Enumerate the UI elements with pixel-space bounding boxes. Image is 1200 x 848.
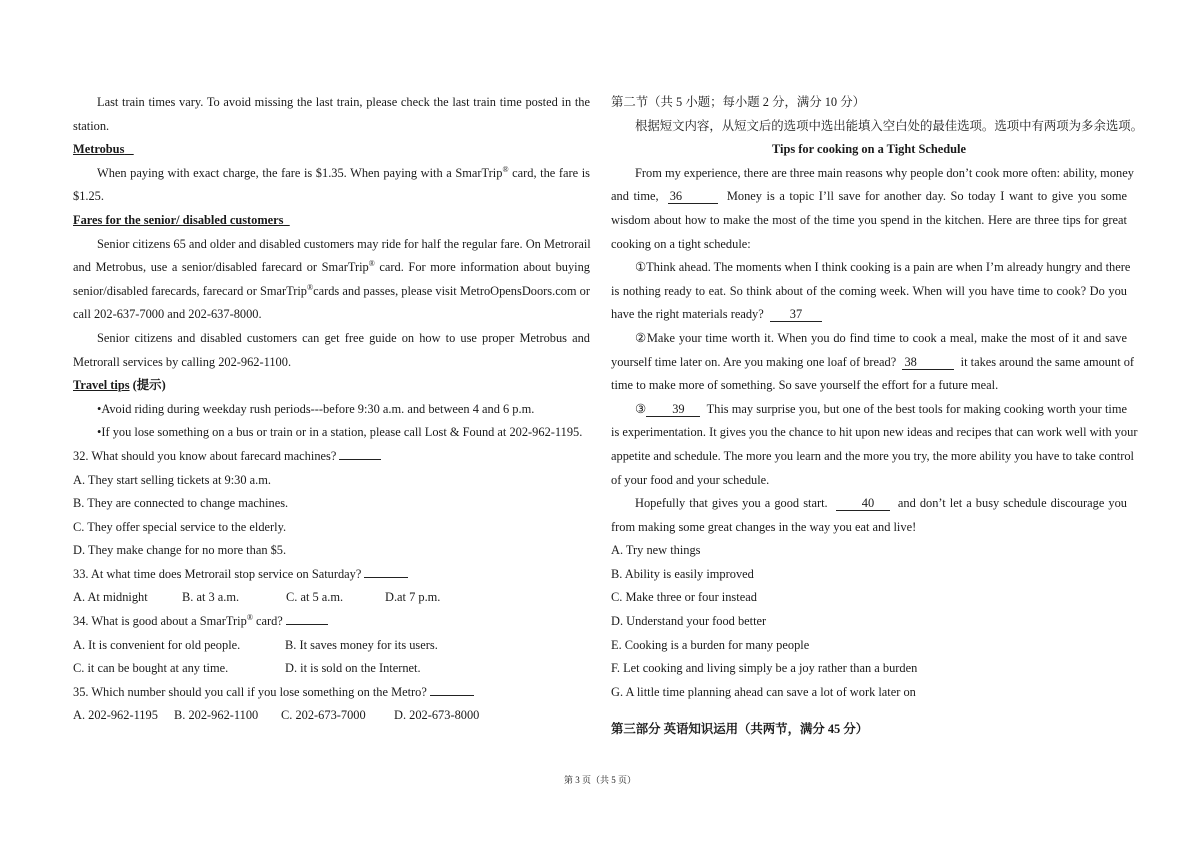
option-text: D. They make change for no more than $5. <box>73 543 287 558</box>
paragraph-line <box>73 233 590 257</box>
text: Tips for cooking on a Tight Schedule <box>772 142 966 157</box>
option-text: A. They start selling tickets at 9:30 a.m. <box>73 472 271 487</box>
text: Metrorall services by calling 202-962-1100. <box>73 354 292 369</box>
article-title <box>611 138 1127 162</box>
text: appetite and schedule. The more you learn and the more you try, the more ability you have to take control <box>611 448 1134 463</box>
option-text: B. They are connected to change machines. <box>73 496 289 511</box>
answer-blank-39: 39 <box>646 402 700 417</box>
text: ②Make your time worth it. When you do find time to cook a meal, make the most of it and save <box>635 330 1127 345</box>
choice-option <box>611 539 1127 563</box>
paragraph-line <box>611 162 1134 186</box>
text: is nothing ready to eat. So think about of the coming week. When will you have time to cook? Do you <box>611 283 1127 298</box>
text: When paying with exact charge, the fare is $1.35. When paying with a SmarTrip <box>97 165 503 180</box>
paragraph-line <box>73 256 590 280</box>
metrobus-heading <box>73 138 590 162</box>
question-text: 35. Which number should you call if you lose something on the Metro? <box>73 684 427 699</box>
paragraph-line <box>73 327 590 351</box>
text: 第三部分 英语知识运用（共两节，满分 45 分） <box>611 722 869 737</box>
option-row <box>73 634 590 658</box>
option <box>73 469 590 493</box>
option-text: B. It saves money for its users. <box>285 637 438 652</box>
question-text: 33. At what time does Metrorail stop service on Saturday? <box>73 566 362 581</box>
text: of your food and your schedule. <box>611 472 770 487</box>
text: it takes around the same amount of <box>960 354 1135 369</box>
option-text: B. 202-962-1100 <box>174 708 259 723</box>
part-three-title <box>611 718 1127 742</box>
heading-text: Metrobus <box>73 142 125 157</box>
paragraph-line <box>611 421 1138 445</box>
option-text: B. Ability is easily improved <box>611 566 754 581</box>
option <box>73 516 590 540</box>
text: Hopefully that gives you a good start. <box>635 496 828 511</box>
option-text: B. at 3 a.m. <box>182 590 240 605</box>
option-text: C. 202-673-7000 <box>281 708 366 723</box>
paragraph-line <box>611 209 1127 233</box>
choice-option <box>611 681 1127 705</box>
question-34 <box>73 610 590 634</box>
option-text: A. Try new things <box>611 543 701 558</box>
paragraph-line <box>611 492 1127 516</box>
heading-text: Fares for the senior/ disabled customers <box>73 212 284 227</box>
text: card, the fare is <box>508 165 590 180</box>
paragraph-line <box>73 185 590 209</box>
text: yourself time later on. Are you making one loaf of bread? <box>611 354 897 369</box>
option <box>73 492 590 516</box>
text: cooking on a tight schedule: <box>611 236 751 251</box>
paragraph-line <box>611 256 1131 280</box>
option-row <box>73 704 590 728</box>
left-column <box>73 91 590 728</box>
paragraph-line <box>611 469 1127 493</box>
paragraph-line <box>73 303 590 327</box>
page-number: 第 3 页（共 5 页） <box>563 775 636 785</box>
text: $1.25. <box>73 189 104 204</box>
text: Last train times vary. To avoid missing the last train, please check the last train time posted in the <box>97 95 590 109</box>
text: time to make more of something. So save yourself the effort for a future meal. <box>611 378 999 393</box>
text: ①Think ahead. The moments when I think cooking is a pain are when I’m already hungry and there <box>635 260 1131 275</box>
answer-blank-37: 37 <box>770 307 822 322</box>
text: senior/disabled farecards, farecard or SmarTrip <box>73 283 308 298</box>
text: from making some great changes in the way you eat and live! <box>611 519 917 534</box>
question-33 <box>73 563 590 587</box>
section-title <box>611 91 1127 115</box>
option-text: C. Make three or four instead <box>611 590 757 605</box>
page-footer <box>0 773 1200 786</box>
text: and Metrobus, use a senior/disabled farecard or SmarTrip <box>73 260 369 275</box>
text: is experimentation. It gives you the chance to hit upon new ideas and recipes that can work well with your <box>611 425 1138 440</box>
option-text: G. A little time planning ahead can save a lot of work later on <box>611 684 916 699</box>
fares-heading <box>73 209 590 233</box>
paragraph-line <box>73 280 590 304</box>
question-35 <box>73 681 590 705</box>
option-text: C. at 5 a.m. <box>286 590 344 605</box>
travel-tips-heading <box>73 374 590 398</box>
question-32 <box>73 445 590 469</box>
answer-blank-36: 36 <box>668 189 718 204</box>
answer-blank <box>339 459 381 460</box>
choice-option <box>611 610 1127 634</box>
question-text: 34. What is good about a SmarTrip <box>73 614 247 629</box>
instruction <box>611 115 1144 139</box>
text: 第二节（共 5 小题；每小题 2 分，满分 10 分） <box>611 95 866 109</box>
paragraph-line <box>73 115 590 139</box>
option-text: D. it is sold on the Internet. <box>285 661 421 676</box>
option-text: E. Cooking is a burden for many people <box>611 637 810 652</box>
heading-note: (提示) <box>129 378 166 393</box>
choice-option <box>611 563 1127 587</box>
option-text: D. 202-673-8000 <box>394 708 480 723</box>
text: 根据短文内容，从短文后的选项中选出能填入空白处的最佳选项。选项中有两项为多余选项。 <box>635 118 1144 133</box>
text: card. For more information about buying <box>374 260 590 275</box>
registered-mark: ® <box>246 612 253 622</box>
option-text: C. it can be bought at any time. <box>73 661 229 676</box>
text: wisdom about how to make the most of the time you spend in the kitchen. Here are three tips for great <box>611 212 1127 227</box>
text: station. <box>73 118 110 133</box>
question-text: 32. What should you know about farecard machines? <box>73 448 337 463</box>
right-column <box>611 91 1144 742</box>
paragraph-line <box>611 327 1127 351</box>
text: •If you lose something on a bus or train or in a station, please call Lost & Found at 202-962-1195. <box>97 425 583 440</box>
text: From my experience, there are three main reasons why people don’t cook more often: ability, money <box>635 165 1134 180</box>
text: Senior citizens and disabled customers can get free guide on how to use proper Metrobus and <box>97 330 590 345</box>
answer-blank-38: 38 <box>902 355 954 370</box>
option <box>73 539 590 563</box>
text: •Avoid riding during weekday rush periods---before 9:30 a.m. and between 4 and 6 p.m. <box>97 401 535 416</box>
option-text: A. 202-962-1195 <box>73 708 158 723</box>
choice-option <box>611 657 1127 681</box>
paragraph-line <box>73 91 590 115</box>
paragraph-line <box>611 233 1127 257</box>
paragraph-line <box>611 374 1127 398</box>
registered-mark: ® <box>307 282 314 292</box>
choice-option <box>611 586 1127 610</box>
question-text: card? <box>252 614 283 629</box>
paragraph-line <box>611 303 1127 327</box>
option-text: D. Understand your food better <box>611 614 767 629</box>
answer-blank-40: 40 <box>836 496 890 511</box>
registered-mark: ® <box>368 259 375 269</box>
option-text: A. It is convenient for old people. <box>73 637 241 652</box>
tip-item <box>73 398 590 422</box>
paragraph-line <box>611 185 1127 209</box>
paragraph-line <box>611 516 1127 540</box>
answer-blank <box>364 577 408 578</box>
tip-item <box>73 421 590 445</box>
text: and time, <box>611 189 659 204</box>
answer-blank <box>430 695 474 696</box>
option-text: A. At midnight <box>73 590 148 605</box>
paragraph-line <box>73 351 590 375</box>
text: cards and passes, please visit MetroOpensDoors.com or <box>313 283 590 298</box>
text: and don’t let a busy schedule discourage you <box>897 496 1128 511</box>
option-text: F. Let cooking and living simply be a joy rather than a burden <box>611 661 918 676</box>
text: ③ <box>635 401 647 416</box>
paragraph-line <box>611 351 1135 375</box>
option-text: C. They offer special service to the elderly. <box>73 519 287 534</box>
answer-blank <box>286 624 328 625</box>
heading-text: Travel tips <box>73 378 130 393</box>
registered-mark: ® <box>502 164 509 174</box>
paragraph-line <box>611 280 1127 304</box>
text: Senior citizens 65 and older and disabled customers may ride for half the regular fare. On Metrorail <box>97 236 591 251</box>
choice-option <box>611 634 1127 658</box>
option-row <box>73 586 590 610</box>
paragraph-line <box>611 398 1127 422</box>
text: Money is a topic I’ll save for another day. So today I want to give you some <box>726 189 1128 204</box>
text: have the right materials ready? <box>611 307 764 322</box>
option-text: D.at 7 p.m. <box>385 590 441 605</box>
option-row <box>73 657 590 681</box>
text: This may surprise you, but one of the best tools for making cooking worth your time <box>706 401 1128 416</box>
text: call 202-637-7000 and 202-637-8000. <box>73 307 262 322</box>
paragraph-line <box>73 162 590 186</box>
paragraph-line <box>611 445 1134 469</box>
